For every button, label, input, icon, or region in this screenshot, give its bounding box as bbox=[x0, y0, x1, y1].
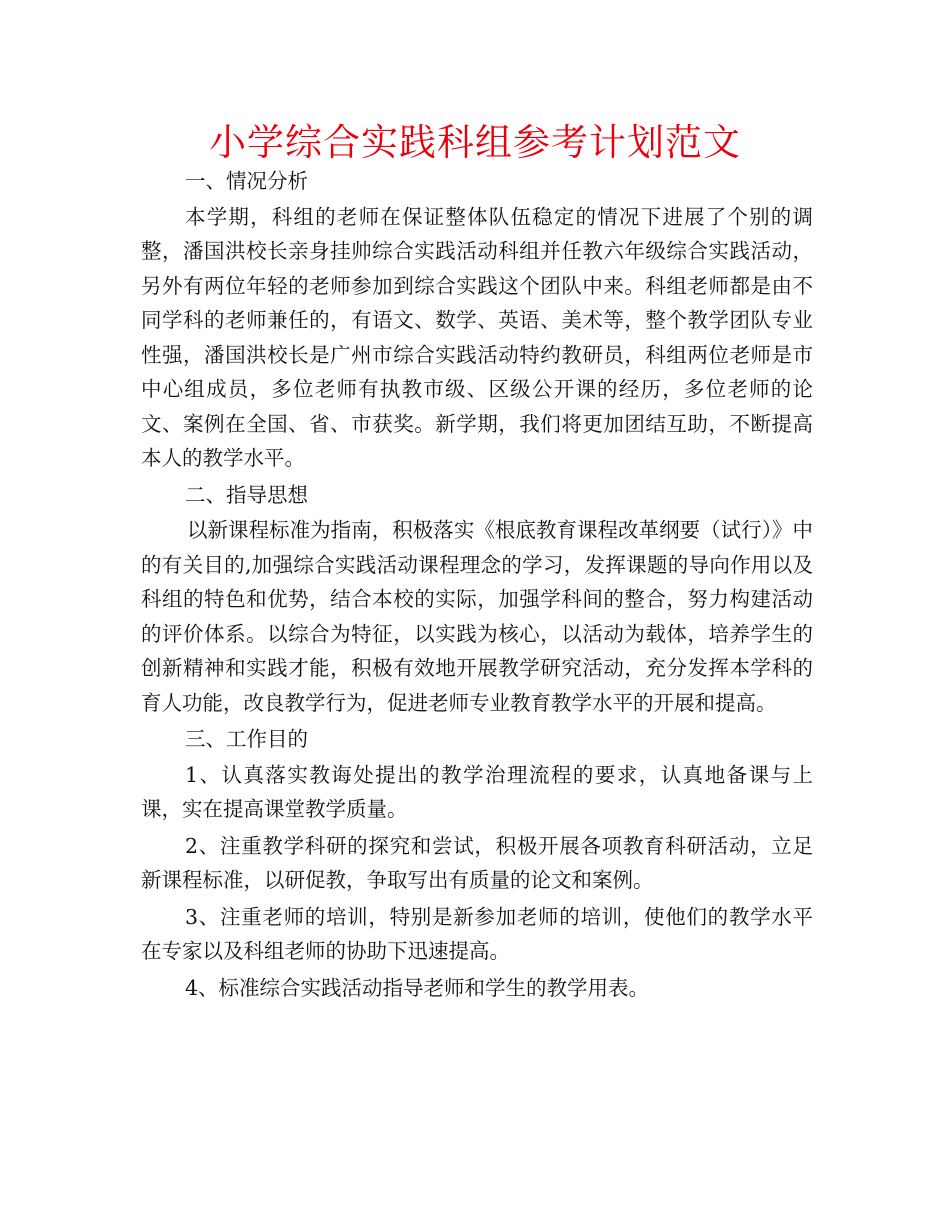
goal-item-4: 4、标准综合实践活动指导老师和学生的教学用表。 bbox=[185, 975, 650, 1000]
goal-item-1: 1、认真落实教诲处提出的教学治理流程的要求，认真地备课与上课，实在提高课堂教学质量。 bbox=[141, 762, 813, 821]
goal-item-2: 2、注重教学科研的探究和尝试，积极开展各项教育科研活动，立足新课程标准，以研促教，争取写出有质量的论文和案例。 bbox=[141, 833, 813, 892]
document-title: 小学综合实践科组参考计划范文 bbox=[209, 121, 741, 164]
section-heading-situation: 一、情况分析 bbox=[185, 169, 308, 193]
paragraph-situation: 本学期，科组的老师在保证整体队伍稳定的情况下进展了个别的调整，潘国洪校长亲身挂帅综合实践活动科组并任教六年级综合实践活动，另外有两位年轻的老师参加到综合实践这个团队中来。科组老师都是由不同学科的老师兼任的，有语文、数学、英语、美术等，整个教学团队专业性强，潘国洪校长是广州市综合实践活动特约教研员，科组两位老师是市中心组成员，多位老师有执教市级、区级公开课的经历，多位老师的论文、案例在全国、省、市获奖。新学期，我们将更加团结互助，不断提高本人的教学水平。 bbox=[141, 204, 813, 470]
section-heading-work-goals: 三、工作目的 bbox=[185, 727, 308, 751]
goal-item-3: 3、注重老师的培训，特别是新参加老师的培训，使他们的教学水平在专家以及科组老师的协助下迅速提高。 bbox=[141, 904, 813, 963]
section-heading-guiding-ideology: 二、指导思想 bbox=[185, 482, 308, 507]
document-body bbox=[141, 164, 813, 1007]
paragraph-guiding-ideology: 以新课程标准为指南，积极落实《根底教育课程改革纲要（试行）》中的有关目的,加强综合实践活动课程理念的学习，发挥课题的导向作用以及科组的特色和优势，结合本校的实际，加强学科间的整合，努力构建活动的评价体系。以综合为特征，以实践为核心，以活动为载体，培养学生的创新精神和实践才能，积极有效地开展教学研究活动，充分发挥本学科的育人功能，改良教学行为，促进老师专业教育教学水平的开展和提高。 bbox=[141, 518, 813, 715]
